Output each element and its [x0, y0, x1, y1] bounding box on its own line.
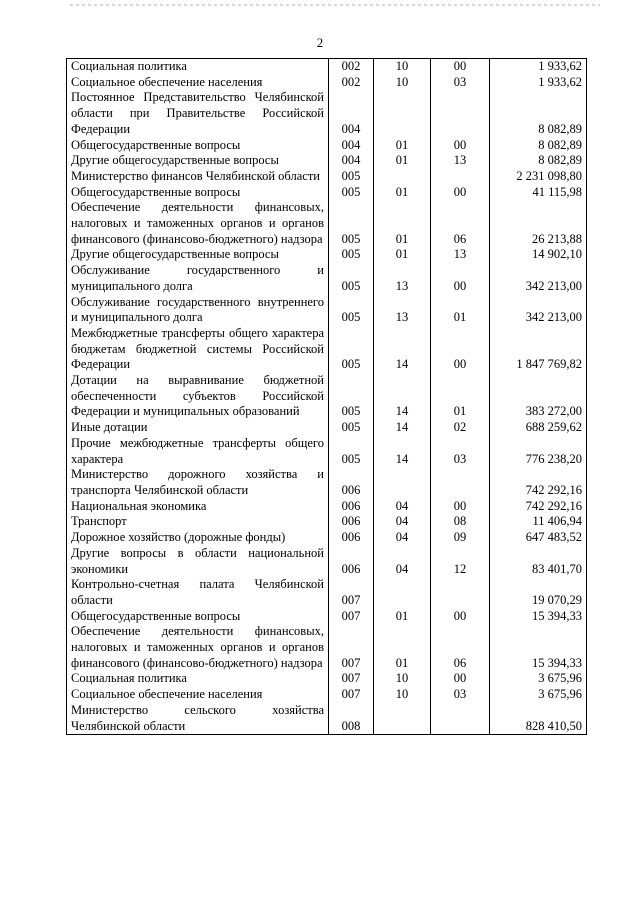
row-amount: 828 410,50: [490, 703, 587, 735]
row-subsection-code: 03: [431, 436, 490, 467]
row-amount: 742 292,16: [490, 467, 587, 498]
table-row: [67, 514, 587, 530]
row-section-code: 14: [374, 420, 431, 436]
table-row: [67, 185, 587, 201]
row-section-code: 14: [374, 373, 431, 420]
row-amount: 742 292,16: [490, 499, 587, 515]
table-row: [67, 687, 587, 703]
table-row: [67, 138, 587, 154]
row-ved-code: 005: [329, 326, 374, 373]
row-section-code: 10: [374, 687, 431, 703]
row-subsection-code: 01: [431, 373, 490, 420]
table-row: [67, 59, 587, 75]
row-name: Транспорт: [67, 514, 329, 530]
row-amount: 11 406,94: [490, 514, 587, 530]
row-section-code: 14: [374, 436, 431, 467]
row-name: Постоянное Представительство Челябинской области при Правительстве Российской Федерации: [67, 90, 329, 137]
row-ved-code: 007: [329, 687, 374, 703]
row-subsection-code: 08: [431, 514, 490, 530]
table-row: [67, 530, 587, 546]
row-section-code: 01: [374, 247, 431, 263]
row-ved-code: 007: [329, 671, 374, 687]
row-ved-code: 005: [329, 436, 374, 467]
row-amount: 342 213,00: [490, 295, 587, 326]
row-name: Обеспечение деятельности финансовых, налоговых и таможенных органов и органов финансового (финансово-бюджетного) надзора: [67, 624, 329, 671]
row-section-code: 10: [374, 671, 431, 687]
row-name: Обеспечение деятельности финансовых, налоговых и таможенных органов и органов финансового (финансово-бюджетного) надзора: [67, 200, 329, 247]
row-subsection-code: 00: [431, 263, 490, 294]
row-ved-code: 006: [329, 467, 374, 498]
row-subsection-code: 13: [431, 247, 490, 263]
table-row: [67, 200, 587, 247]
row-name: Социальное обеспечение населения: [67, 687, 329, 703]
row-section-code: 04: [374, 546, 431, 577]
row-subsection-code: [431, 169, 490, 185]
row-section-code: 04: [374, 499, 431, 515]
table-row: [67, 153, 587, 169]
row-name: Социальная политика: [67, 671, 329, 687]
row-name: Социальная политика: [67, 59, 329, 75]
row-name: Межбюджетные трансферты общего характера бюджетам бюджетной системы Российской Федерации: [67, 326, 329, 373]
row-ved-code: 004: [329, 90, 374, 137]
row-amount: 15 394,33: [490, 609, 587, 625]
row-subsection-code: [431, 703, 490, 735]
row-subsection-code: 00: [431, 138, 490, 154]
row-section-code: 13: [374, 295, 431, 326]
row-subsection-code: 03: [431, 687, 490, 703]
row-subsection-code: 12: [431, 546, 490, 577]
table-row: [67, 247, 587, 263]
table-row: [67, 499, 587, 515]
row-section-code: 01: [374, 153, 431, 169]
row-subsection-code: 00: [431, 59, 490, 75]
row-name: Социальное обеспечение населения: [67, 75, 329, 91]
row-subsection-code: 00: [431, 499, 490, 515]
row-section-code: 14: [374, 326, 431, 373]
row-subsection-code: 02: [431, 420, 490, 436]
row-name: Министерство сельского хозяйства Челябинской области: [67, 703, 329, 735]
row-name: Другие вопросы в области национальной экономики: [67, 546, 329, 577]
row-name: Дотации на выравнивание бюджетной обеспеченности субъектов Российской Федерации и муниципальных образований: [67, 373, 329, 420]
row-section-code: 01: [374, 138, 431, 154]
row-section-code: 10: [374, 59, 431, 75]
row-amount: 8 082,89: [490, 138, 587, 154]
row-section-code: 04: [374, 530, 431, 546]
table-row: [67, 90, 587, 137]
row-ved-code: 005: [329, 200, 374, 247]
scan-artifact: [70, 4, 600, 6]
row-amount: 2 231 098,80: [490, 169, 587, 185]
row-subsection-code: 13: [431, 153, 490, 169]
row-subsection-code: 03: [431, 75, 490, 91]
row-subsection-code: [431, 467, 490, 498]
row-amount: 8 082,89: [490, 90, 587, 137]
row-ved-code: 008: [329, 703, 374, 735]
row-section-code: [374, 467, 431, 498]
row-ved-code: 006: [329, 499, 374, 515]
row-section-code: [374, 703, 431, 735]
row-subsection-code: [431, 577, 490, 608]
row-ved-code: 005: [329, 169, 374, 185]
row-name: Министерство дорожного хозяйства и транспорта Челябинской области: [67, 467, 329, 498]
table-row: [67, 326, 587, 373]
budget-table-body: [67, 59, 587, 735]
row-section-code: 01: [374, 200, 431, 247]
row-name: Общегосударственные вопросы: [67, 609, 329, 625]
row-amount: 383 272,00: [490, 373, 587, 420]
row-ved-code: 005: [329, 295, 374, 326]
row-subsection-code: 00: [431, 609, 490, 625]
row-amount: 776 238,20: [490, 436, 587, 467]
row-ved-code: 007: [329, 577, 374, 608]
row-ved-code: 007: [329, 609, 374, 625]
row-subsection-code: 09: [431, 530, 490, 546]
row-amount: 8 082,89: [490, 153, 587, 169]
row-amount: 342 213,00: [490, 263, 587, 294]
row-section-code: [374, 90, 431, 137]
row-ved-code: 005: [329, 263, 374, 294]
row-subsection-code: 00: [431, 671, 490, 687]
row-ved-code: 005: [329, 373, 374, 420]
row-amount: 3 675,96: [490, 687, 587, 703]
row-amount: 3 675,96: [490, 671, 587, 687]
table-row: [67, 169, 587, 185]
row-subsection-code: 06: [431, 624, 490, 671]
row-amount: 83 401,70: [490, 546, 587, 577]
row-ved-code: 006: [329, 530, 374, 546]
row-section-code: 01: [374, 185, 431, 201]
table-row: [67, 263, 587, 294]
row-ved-code: 005: [329, 247, 374, 263]
row-amount: 26 213,88: [490, 200, 587, 247]
table-row: [67, 577, 587, 608]
table-row: [67, 295, 587, 326]
row-ved-code: 007: [329, 624, 374, 671]
row-amount: 647 483,52: [490, 530, 587, 546]
row-section-code: [374, 577, 431, 608]
row-ved-code: 006: [329, 546, 374, 577]
table-row: [67, 624, 587, 671]
table-row: [67, 75, 587, 91]
table-row: [67, 703, 587, 735]
table-row: [67, 671, 587, 687]
row-section-code: [374, 169, 431, 185]
row-section-code: 01: [374, 624, 431, 671]
table-row: [67, 420, 587, 436]
row-name: Национальная экономика: [67, 499, 329, 515]
row-name: Общегосударственные вопросы: [67, 138, 329, 154]
table-row: [67, 436, 587, 467]
row-subsection-code: 00: [431, 326, 490, 373]
table-row: [67, 373, 587, 420]
row-amount: 14 902,10: [490, 247, 587, 263]
table-row: [67, 609, 587, 625]
row-section-code: 04: [374, 514, 431, 530]
row-amount: 688 259,62: [490, 420, 587, 436]
row-name: Обслуживание государственного внутреннего и муниципального долга: [67, 295, 329, 326]
budget-table: [66, 58, 587, 735]
row-ved-code: 002: [329, 75, 374, 91]
row-ved-code: 006: [329, 514, 374, 530]
row-ved-code: 004: [329, 153, 374, 169]
row-name: Прочие межбюджетные трансферты общего характера: [67, 436, 329, 467]
row-subsection-code: 06: [431, 200, 490, 247]
row-ved-code: 002: [329, 59, 374, 75]
row-amount: 1 933,62: [490, 59, 587, 75]
row-ved-code: 004: [329, 138, 374, 154]
row-name: Дорожное хозяйство (дорожные фонды): [67, 530, 329, 546]
table-row: [67, 546, 587, 577]
row-section-code: 13: [374, 263, 431, 294]
page-number: 2: [316, 35, 324, 50]
row-amount: 1 847 769,82: [490, 326, 587, 373]
row-name: Контрольно-счетная палата Челябинской области: [67, 577, 329, 608]
row-name: Обслуживание государственного и муниципального долга: [67, 263, 329, 294]
row-name: Министерство финансов Челябинской области: [67, 169, 329, 185]
row-name: Другие общегосударственные вопросы: [67, 247, 329, 263]
row-amount: 41 115,98: [490, 185, 587, 201]
row-section-code: 10: [374, 75, 431, 91]
row-subsection-code: [431, 90, 490, 137]
row-subsection-code: 01: [431, 295, 490, 326]
row-ved-code: 005: [329, 420, 374, 436]
row-section-code: 01: [374, 609, 431, 625]
row-amount: 15 394,33: [490, 624, 587, 671]
row-ved-code: 005: [329, 185, 374, 201]
row-amount: 19 070,29: [490, 577, 587, 608]
row-name: Иные дотации: [67, 420, 329, 436]
table-row: [67, 467, 587, 498]
row-name: Другие общегосударственные вопросы: [67, 153, 329, 169]
row-subsection-code: 00: [431, 185, 490, 201]
row-name: Общегосударственные вопросы: [67, 185, 329, 201]
row-amount: 1 933,62: [490, 75, 587, 91]
